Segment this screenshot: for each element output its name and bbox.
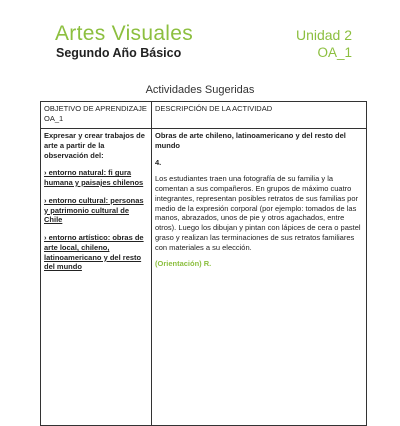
document-title: Artes Visuales bbox=[55, 22, 194, 45]
activity-heading: Obras de arte chileno, latinoamericano y del resto del mundo bbox=[155, 131, 346, 150]
objective-code: OA_1 bbox=[317, 45, 352, 60]
objective-item-natural: › entorno natural: fi gura humana y paisajes chilenos bbox=[44, 168, 144, 187]
objective-item-artistic: › entorno artístico: obras de arte local, chileno, latinoamericano y del resto del mundo bbox=[44, 233, 144, 272]
description-column-header: DESCRIPCIÓN DE LA ACTIVIDAD bbox=[152, 102, 367, 129]
orientation-note: (Orientación) R. bbox=[155, 259, 212, 269]
activity-description-cell bbox=[152, 129, 367, 426]
objective-column-header: OBJETIVO DE APRENDIZAJE OA_1 bbox=[41, 102, 152, 129]
objective-intro: Expresar y crear trabajos de arte a partir de la observación del: bbox=[44, 131, 145, 160]
activity-description: Los estudiantes traen una fotografía de su familia y la comentan a sus compañeros. En grupos de máximo cuatro integrantes, representan posibles retratos de sus familias por medio de la expresión corporal (por ejemplo: tomados de las manos, abrazados, unos de pie y otros agachados, entre otros). Luego los dibujan y pintan con lápices de cera o pastel graso y realizan las terminaciones de sus retratos familiares con materiales a su elección. bbox=[155, 174, 361, 252]
activity-number: 4. bbox=[155, 157, 162, 167]
document-subtitle: Segundo Año Básico bbox=[56, 46, 182, 60]
section-title: Actividades Sugeridas bbox=[145, 84, 255, 96]
objective-cell bbox=[41, 129, 152, 426]
table-row bbox=[41, 129, 367, 426]
unit-label: Unidad 2 bbox=[295, 27, 352, 43]
objective-item-cultural: › entorno cultural: personas y patrimonio cultural de Chile bbox=[44, 195, 144, 225]
activity-table bbox=[40, 101, 367, 426]
table-header-row bbox=[41, 102, 367, 129]
